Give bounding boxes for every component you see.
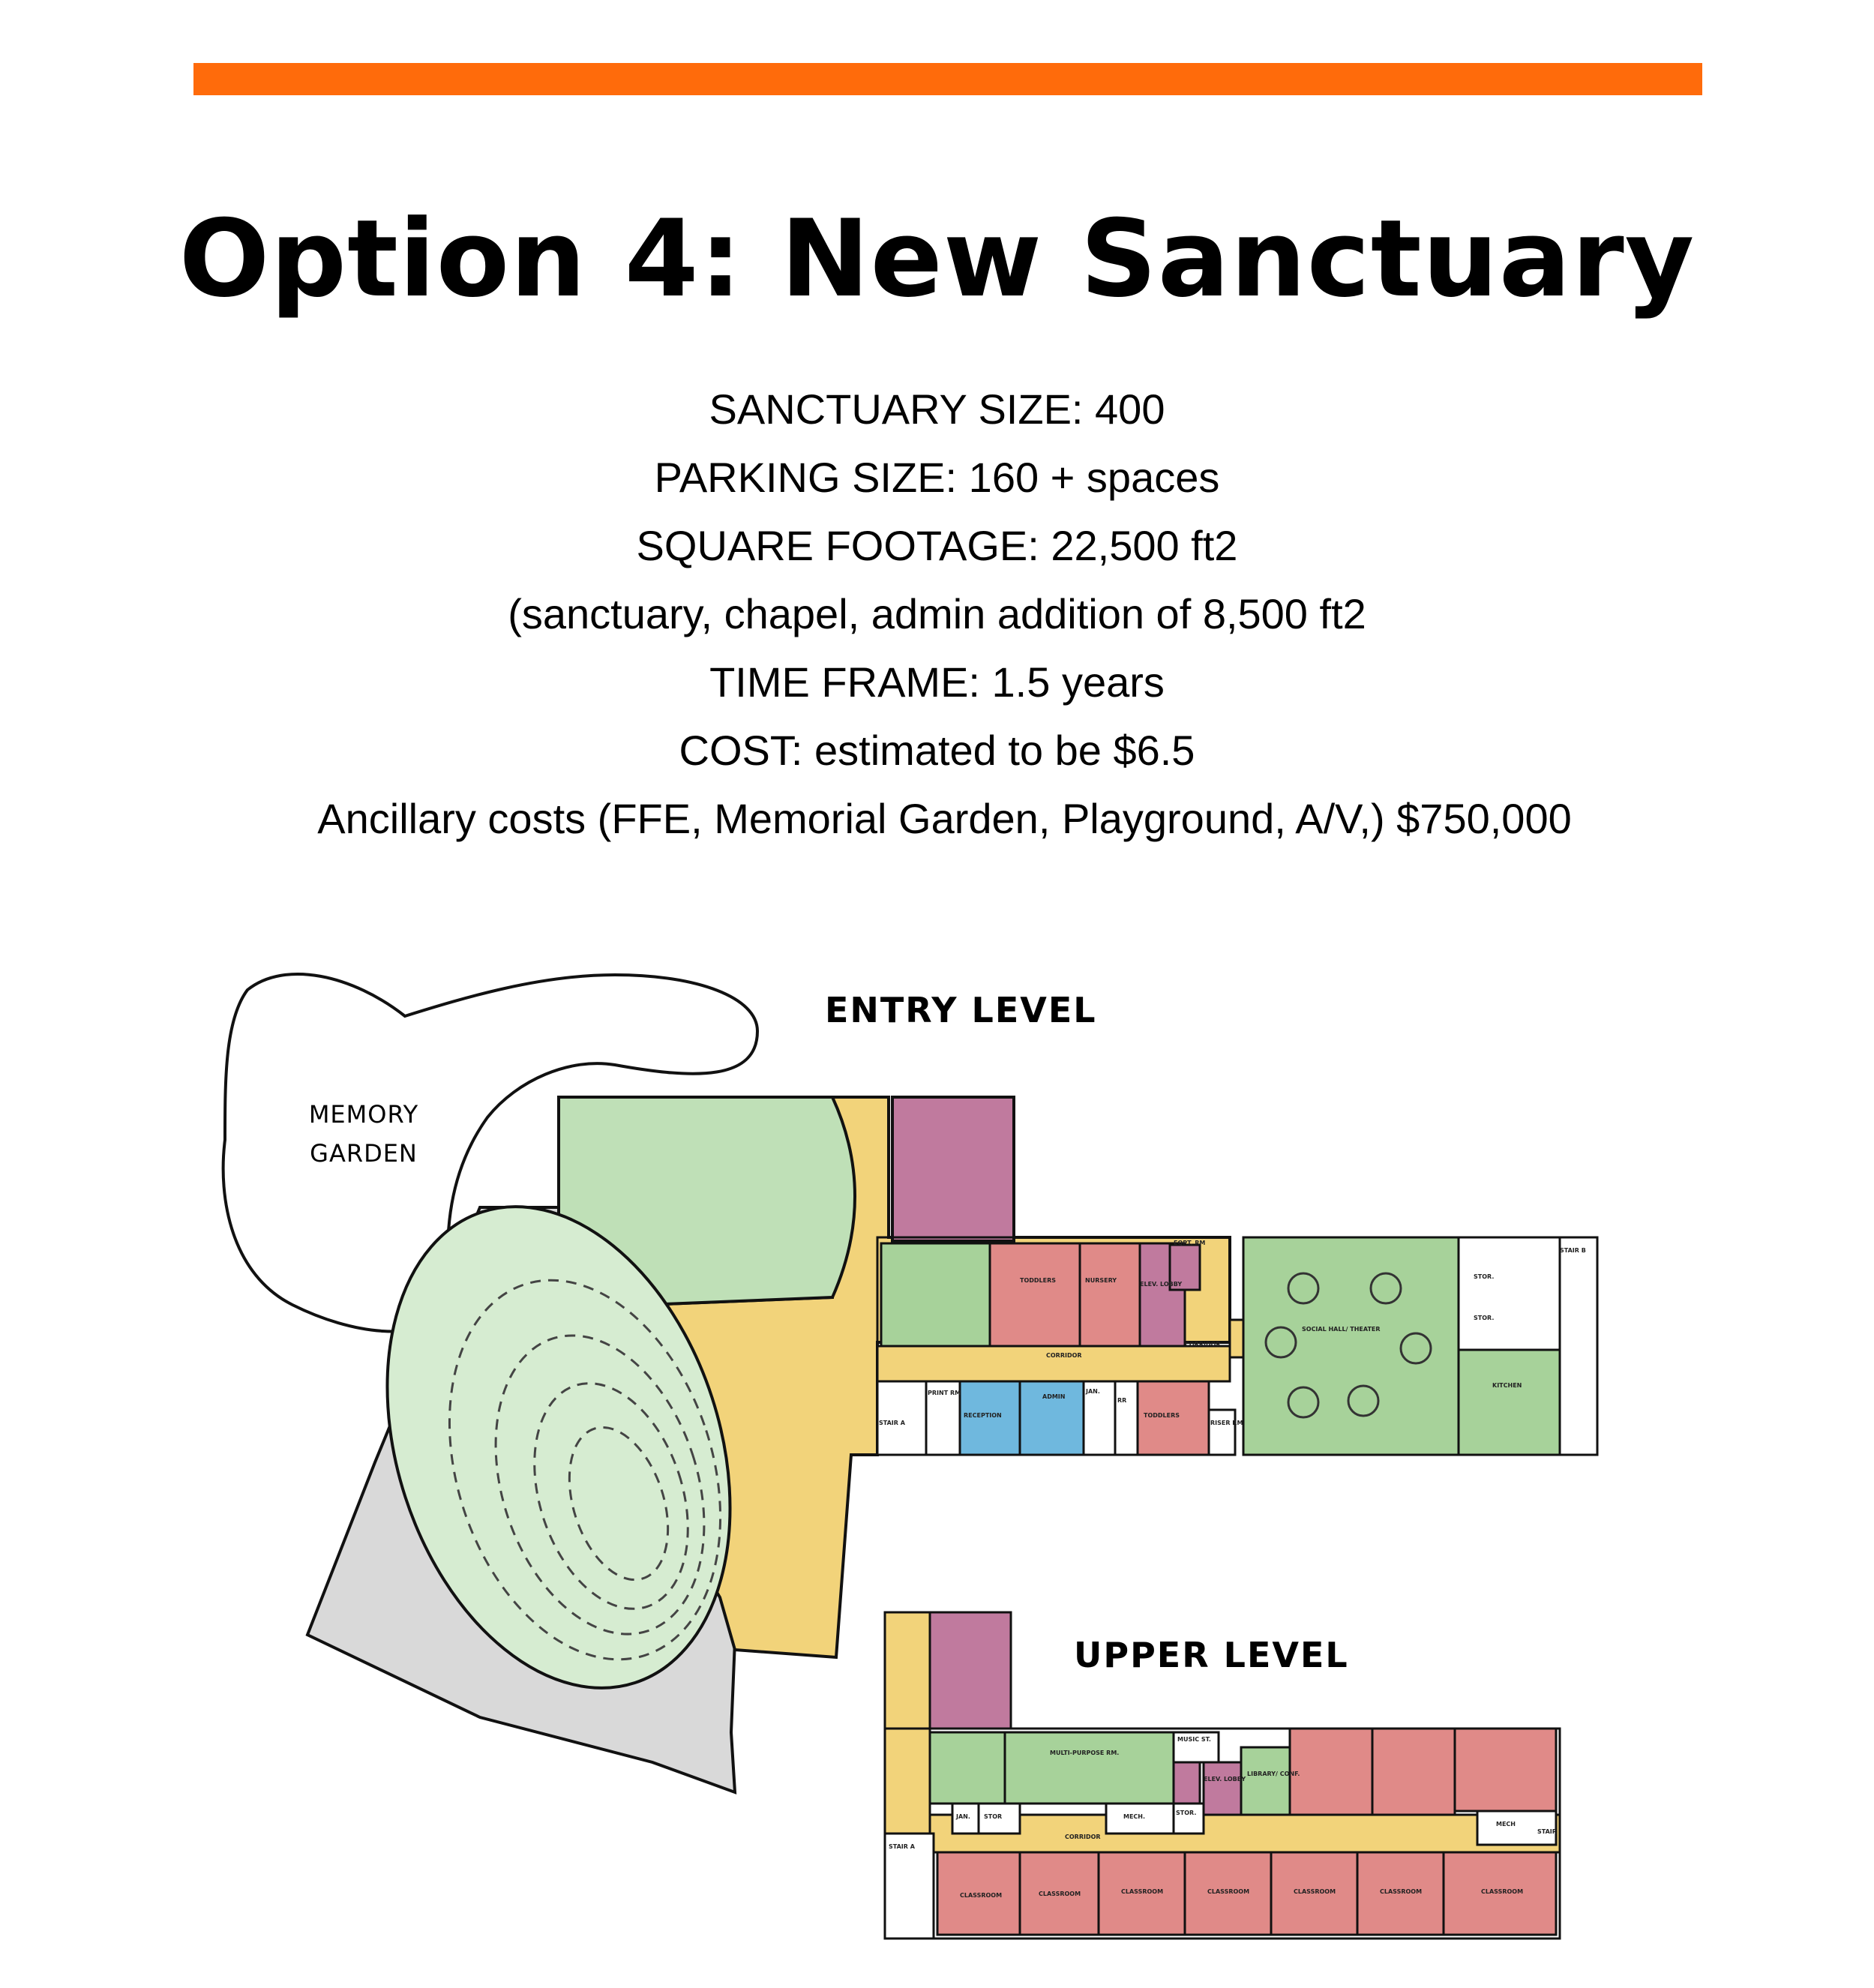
label-toddlers-2: TODDLERS [1144,1412,1180,1419]
label-upper-stair: STAIR [1537,1828,1557,1835]
label-classroom-5: CLASSROOM [1294,1888,1336,1895]
memory-garden-line2: GARDEN [310,1139,418,1168]
label-classroom-2: CLASSROOM [1039,1891,1081,1897]
fact-cost: COST: estimated to be $6.5 [679,727,1195,774]
label-stair-a: STAIR A [879,1420,905,1426]
fact-square-footage: SQUARE FOOTAGE: 22,500 ft2 [636,522,1238,569]
label-library: LIBRARY/ CONF. [1247,1771,1300,1777]
label-upper-jan: JAN. [956,1813,970,1820]
label-social-hall: SOCIAL HALL/ THEATER [1302,1326,1381,1333]
label-kitchen: KITCHEN [1492,1382,1522,1389]
label-classroom-7: CLASSROOM [1481,1888,1524,1895]
label-upper-mech-1: MECH. [1123,1813,1146,1820]
memory-garden-line1: MEMORY [308,1100,419,1129]
label-classroom-4: CLASSROOM [1207,1888,1250,1895]
label-reception: RECEPTION [964,1412,1002,1419]
label-upper-stair-a: STAIR A [889,1843,915,1850]
label-upper-stor-2: STOR. [1176,1810,1197,1816]
label-upper-corridor: CORRIDOR [1065,1834,1101,1840]
label-upper-elev-lobby: ELEV. LOBBY [1204,1776,1246,1783]
fact-parking-size: PARKING SIZE: 160 + spaces [654,454,1220,501]
label-corridor-2: CORRIDOR [1185,1341,1221,1348]
label-upper-mech-2: MECH [1496,1821,1516,1828]
label-classroom-3: CLASSROOM [1121,1888,1164,1895]
label-nursery: NURSERY [1085,1277,1117,1284]
fact-ancillary-costs: Ancillary costs (FFE, Memorial Garden, Playground, A/V,) $750,000 [317,795,1572,842]
label-elev-lobby: ELEV. LOBBY [1140,1281,1183,1288]
label-toddlers-1: TODDLERS [1020,1277,1057,1284]
label-eqpt-rm: EQPT. RM [1174,1240,1206,1246]
label-corridor-1: CORRIDOR [1046,1352,1082,1359]
label-print-rm: PRINT RM [928,1390,961,1396]
entry-level-label: ENTRY LEVEL [825,990,1097,1030]
label-upper-stor-1: STOR [984,1813,1003,1820]
label-classroom-6: CLASSROOM [1380,1888,1423,1895]
fact-sanctuary-size: SANCTUARY SIZE: 400 [709,385,1165,433]
label-rr: RR [1117,1397,1127,1404]
label-stor-1: STOR. [1474,1273,1495,1280]
page-title: Option 4: New Sanctuary [178,197,1696,321]
label-jan: JAN. [1086,1388,1100,1395]
label-stair-b: STAIR B [1560,1247,1586,1254]
fact-addition: (sanctuary, chapel, admin addition of 8,500 ft2 [508,590,1366,637]
label-riser-rm: RISER RM [1210,1420,1243,1426]
label-multi-purpose: MULTI-PURPOSE RM. [1050,1750,1120,1756]
chapel-purple [892,1097,1014,1241]
label-stor-2: STOR. [1474,1315,1495,1321]
upper-level-label: UPPER LEVEL [1074,1635,1349,1675]
label-classroom-1: CLASSROOM [960,1892,1003,1899]
label-admin: ADMIN [1042,1393,1066,1400]
label-music-st: MUSIC ST. [1177,1736,1211,1743]
fact-time-frame: TIME FRAME: 1.5 years [709,658,1165,706]
